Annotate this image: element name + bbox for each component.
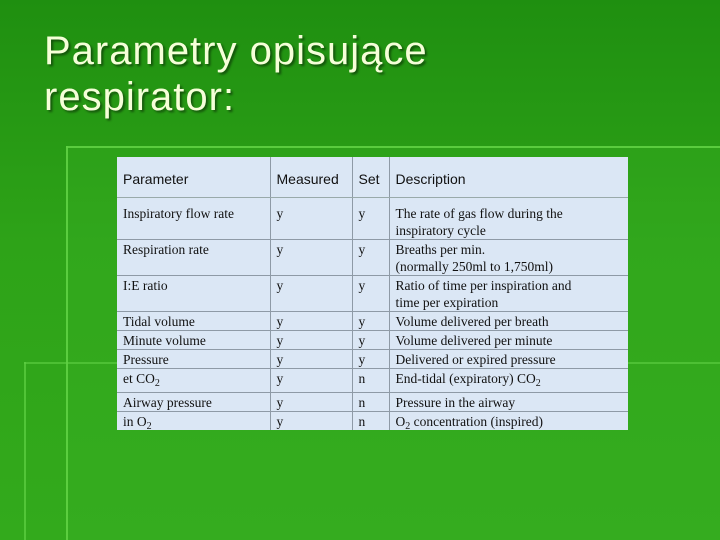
parameter-text: in O: [123, 414, 147, 429]
cell-measured: y: [270, 350, 352, 369]
description-text: O: [395, 414, 406, 429]
cell-parameter: I:E ratio: [117, 276, 270, 312]
header-set: Set: [352, 157, 389, 198]
cell-measured: y: [270, 369, 352, 393]
decorative-line: [66, 146, 68, 540]
cell-measured: y: [270, 240, 352, 276]
table-header-row: [117, 157, 628, 198]
cell-description: [389, 276, 628, 312]
cell-parameter: [117, 412, 270, 431]
description-text: concentration (inspired): [410, 414, 543, 429]
table-row: [117, 412, 628, 431]
table-row: [117, 350, 628, 369]
cell-description: [389, 240, 628, 276]
parameter-subscript: 2: [154, 378, 160, 389]
cell-set: n: [352, 393, 389, 412]
description-line: The rate of gas flow during the: [395, 206, 563, 221]
cell-set: y: [352, 240, 389, 276]
cell-parameter: Minute volume: [117, 331, 270, 350]
table-row: [117, 240, 628, 276]
cell-measured: y: [270, 393, 352, 412]
cell-description: Volume delivered per breath: [389, 312, 628, 331]
cell-description: Volume delivered per minute: [389, 331, 628, 350]
cell-description: Pressure in the airway: [389, 393, 628, 412]
parameter-text: et CO: [123, 371, 155, 386]
cell-parameter: [117, 369, 270, 393]
cell-parameter: Pressure: [117, 350, 270, 369]
description-subscript: 2: [535, 378, 541, 389]
cell-measured: y: [270, 331, 352, 350]
cell-parameter: Inspiratory flow rate: [117, 204, 270, 240]
cell-set: y: [352, 331, 389, 350]
parameters-table: [117, 157, 628, 430]
cell-description: Delivered or expired pressure: [389, 350, 628, 369]
slide-title-line-1: Parametry opisujące: [44, 29, 428, 73]
cell-measured: y: [270, 204, 352, 240]
table-row: [117, 369, 628, 393]
cell-set: y: [352, 204, 389, 240]
description-line: inspiratory cycle: [395, 223, 486, 238]
cell-set: y: [352, 350, 389, 369]
header-measured: Measured: [270, 157, 352, 198]
cell-parameter: Respiration rate: [117, 240, 270, 276]
table-row: [117, 204, 628, 240]
cell-set: y: [352, 276, 389, 312]
cell-measured: y: [270, 312, 352, 331]
table-row: [117, 276, 628, 312]
description-text: End-tidal (expiratory) CO: [395, 371, 536, 386]
cell-set: n: [352, 369, 389, 393]
table-row: [117, 331, 628, 350]
cell-description: [389, 412, 628, 431]
table-row: [117, 393, 628, 412]
header-description: Description: [389, 157, 628, 198]
cell-parameter: Tidal volume: [117, 312, 270, 331]
cell-description: [389, 369, 628, 393]
table-row: [117, 312, 628, 331]
cell-description: [389, 204, 628, 240]
header-parameter: Parameter: [117, 157, 270, 198]
description-line: time per expiration: [395, 295, 499, 310]
slide-title: [44, 28, 428, 120]
decorative-line: [66, 146, 720, 148]
cell-set: y: [352, 312, 389, 331]
cell-parameter: Airway pressure: [117, 393, 270, 412]
parameter-subscript: 2: [146, 421, 152, 430]
decorative-line: [24, 362, 26, 540]
cell-set: n: [352, 412, 389, 431]
description-subscript: 2: [405, 421, 411, 430]
parameters-table-image: [117, 157, 628, 430]
description-line: Ratio of time per inspiration and: [395, 278, 572, 293]
cell-measured: y: [270, 276, 352, 312]
cell-measured: y: [270, 412, 352, 431]
description-line: (normally 250ml to 1,750ml): [395, 259, 553, 274]
description-line: Breaths per min.: [395, 242, 486, 257]
slide-title-line-2: respirator:: [44, 75, 236, 119]
